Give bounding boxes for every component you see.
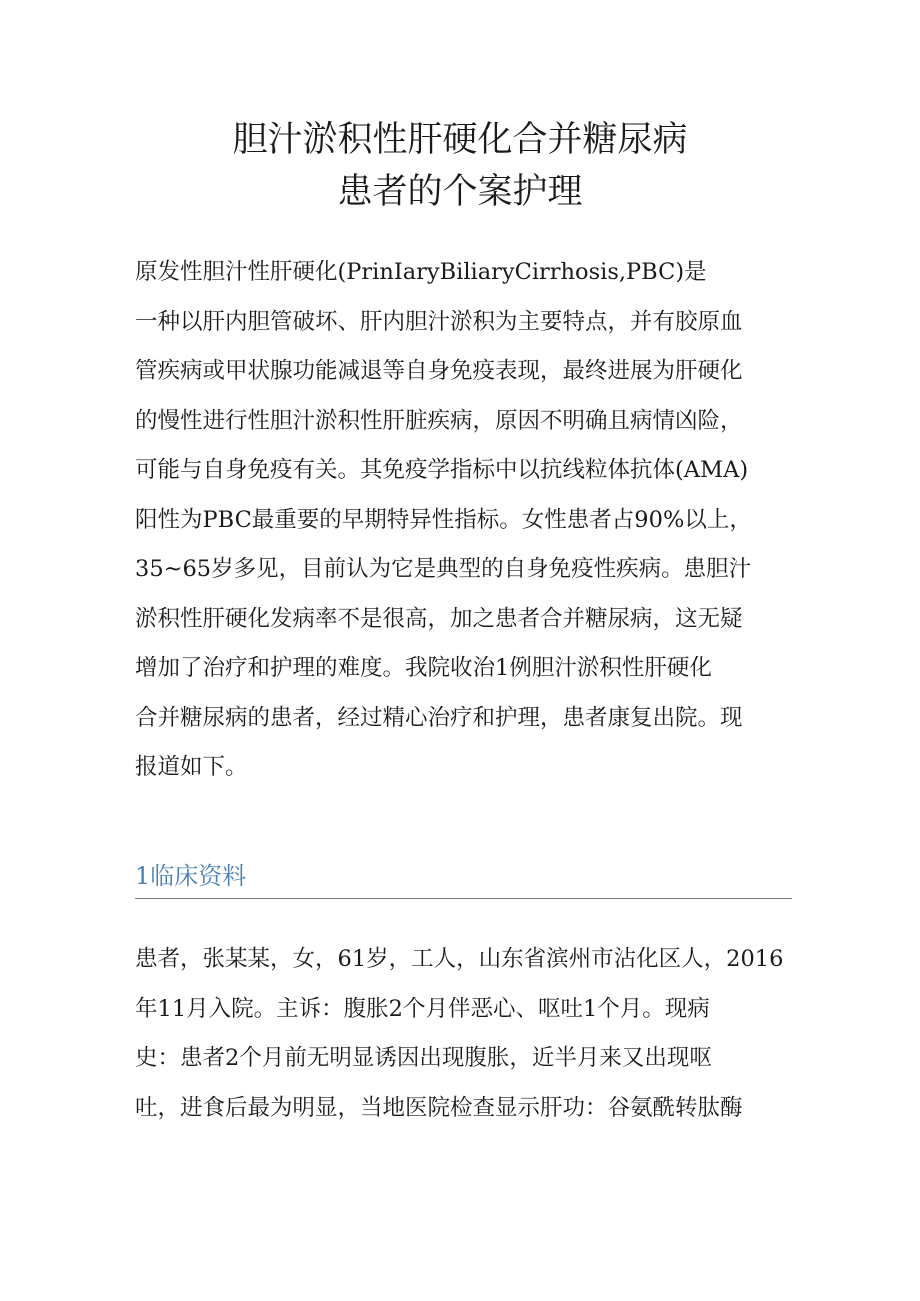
intro-line: 35~65岁多见，目前认为它是典型的自身免疫性疾病。患胆汁 [135,556,752,582]
intro-line: 的慢性进行性胆汁淤积性肝脏疾病，原因不明确且病情凶险， [135,407,743,434]
intro-paragraph [135,248,795,793]
document-title-line-1: 胆汁淤积性肝硬化合并糖尿病 [232,120,688,160]
intro-line: 原发性胆汁性肝硬化(PrinIaryBiliaryCirrhosis,PBC)是 [135,259,707,285]
intro-line: 报道如下。 [135,754,248,780]
document-title-line-2: 患者的个案护理 [337,172,583,212]
intro-line: 增加了治疗和护理的难度。我院收治1例胆汁淤积性肝硬化 [135,655,712,681]
case-line: 年11月入院。主诉：腹胀2个月伴恶心、呕吐1个月。现病 [135,995,710,1022]
intro-line: 一种以肝内胆管破坏、肝内胆汁淤积为主要特点，并有胶原血 [135,308,743,335]
intro-line: 合并糖尿病的患者，经过精心治疗和护理，患者康复出院。现 [135,704,743,731]
case-line: 吐，进食后最为明显，当地医院检查显示肝功：谷氨酰转肽酶 [135,1094,743,1121]
case-paragraph [135,935,795,1133]
intro-line: 管疾病或甲状腺功能减退等自身免疫表现，最终进展为肝硬化 [135,358,743,384]
intro-line: 阳性为PBC最重要的早期特异性指标。女性患者占90%以上， [135,506,752,533]
case-line: 患者，张某某，女，61岁，工人，山东省滨州市沾化区人，2016 [135,946,784,972]
intro-line: 淤积性肝硬化发病率不是很高，加之患者合并糖尿病，这无疑 [135,605,743,632]
intro-line: 可能与自身免疫有关。其免疫学指标中以抗线粒体抗体(AMA) [135,457,749,483]
section-heading-clinical-data [135,856,792,899]
section-heading-text: 1临床资料 [135,862,247,890]
case-line: 史：患者2个月前无明显诱因出现腹胀，近半月来又出现呕 [135,1045,712,1071]
